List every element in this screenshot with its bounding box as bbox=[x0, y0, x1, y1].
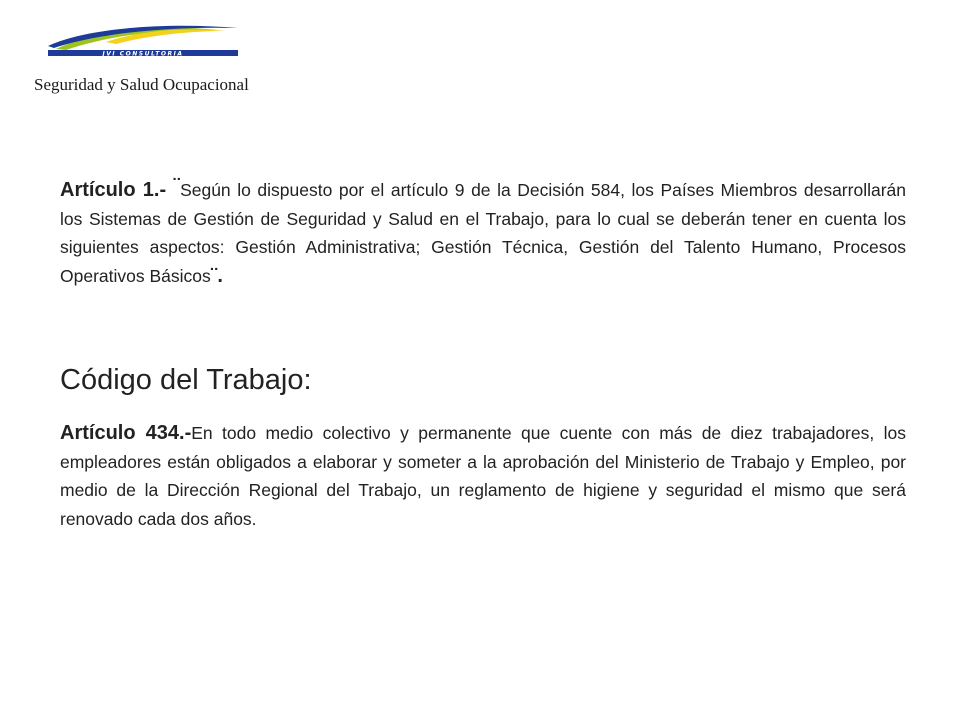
article-1-paragraph bbox=[60, 176, 906, 290]
header-subtitle: Seguridad y Salud Ocupacional bbox=[34, 75, 249, 94]
logo-text: JVI CONSULTORIA bbox=[102, 50, 184, 58]
article-1-close: ¨. bbox=[210, 264, 223, 287]
article-434-body: En todo medio colectivo y permanente que cuente con más de diez trabajadores, los empleadores están obligados a elaborar y someter a la aprobación del Ministerio de Trabajo y Empleo, por medio de la Dirección Regional del Trabajo, un reglamento de higiene y seguridad el mismo que será renovado cada dos años. bbox=[60, 423, 906, 529]
article-1-open-quote: ¨ bbox=[173, 175, 181, 197]
company-logo bbox=[46, 22, 242, 62]
article-434-paragraph bbox=[60, 419, 906, 533]
article-1-body: Según lo dispuesto por el artículo 9 de la Decisión 584, los Países Miembros desarrollarán los Sistemas de Gestión de Seguridad y Salud en el Trabajo, para lo cual se deberán tener en cuenta los siguientes aspectos: Gestión Administrativa; Gestión Técnica, Gestión del Talento Humano, Procesos Operativos Básicos bbox=[60, 180, 906, 286]
section-heading: Código del Trabajo: bbox=[60, 364, 312, 396]
article-434-lead: Artículo 434.- bbox=[60, 422, 192, 444]
article-1-lead: Artículo 1.- bbox=[60, 179, 174, 201]
